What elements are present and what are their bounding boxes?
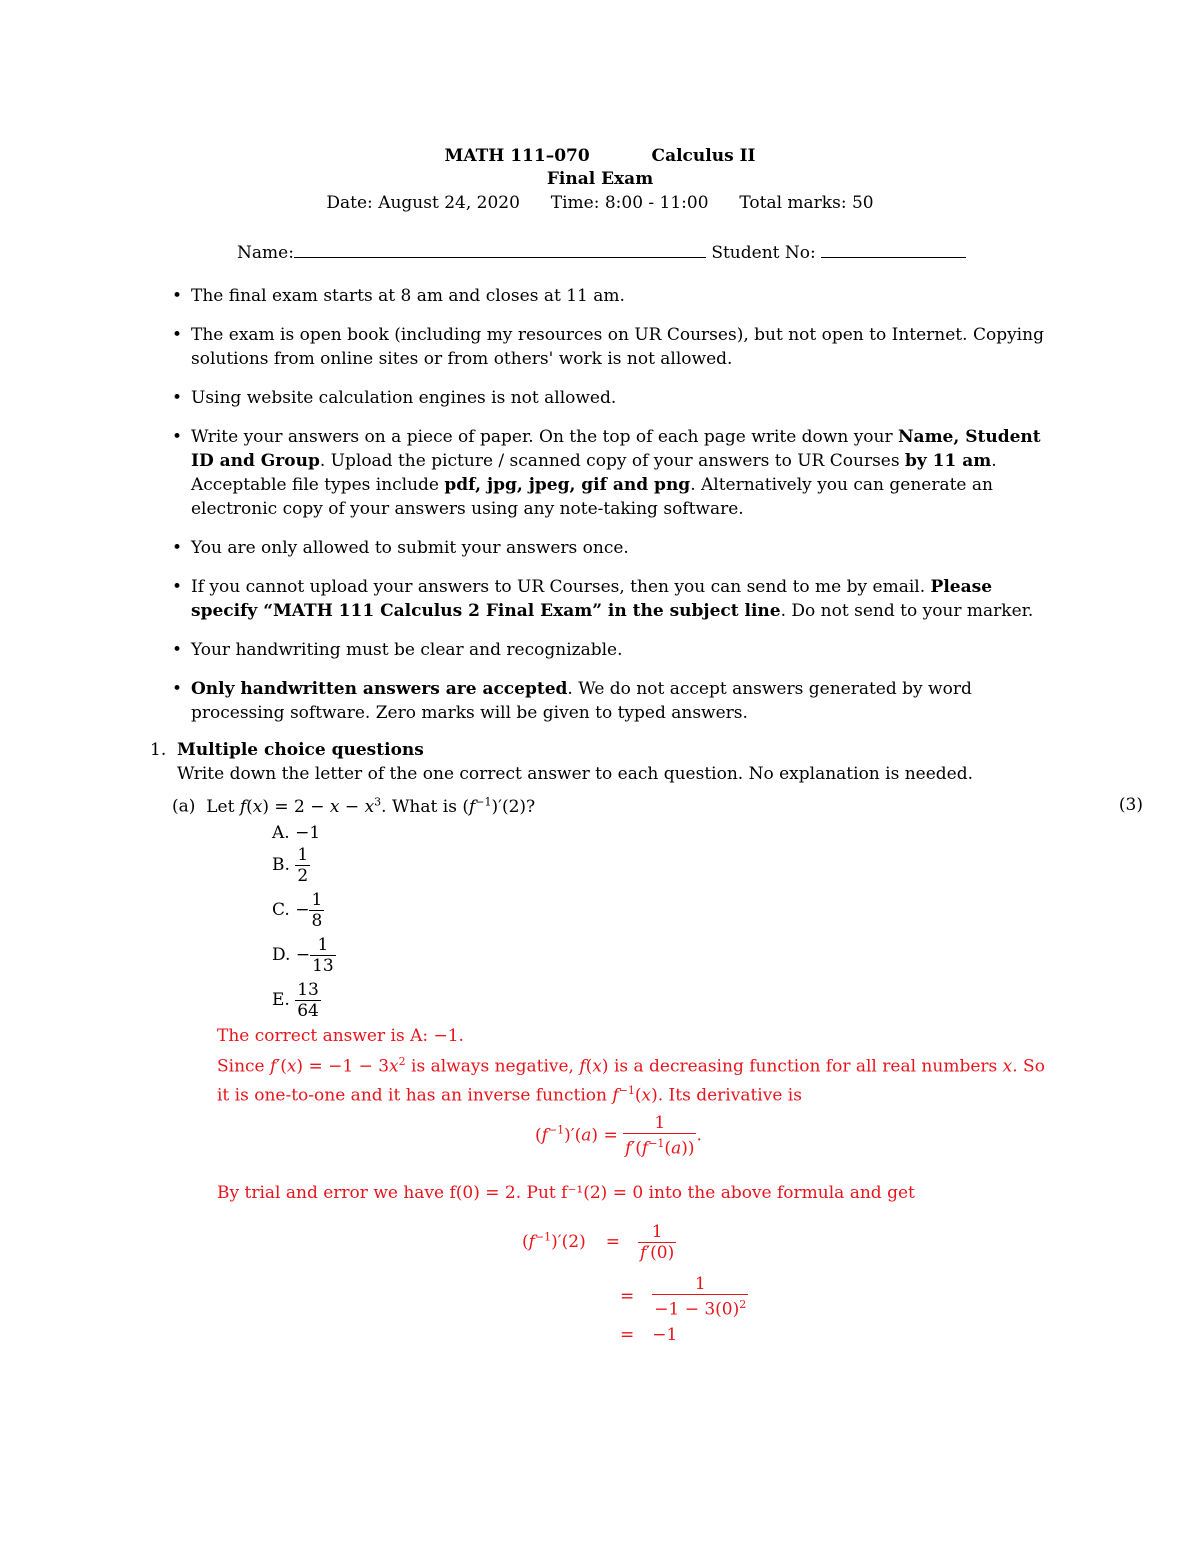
computation-line-3: = −1	[620, 1325, 678, 1345]
exam-info	[0, 193, 1200, 213]
part-label: (a)	[172, 796, 196, 817]
computation-line-2: = $\frac{1}{-1 - 3(0)^2}$	[620, 1274, 747, 1320]
question-1a	[172, 795, 1152, 817]
rule-item: • You are only allowed to submit your answers once.	[170, 536, 1060, 560]
rule-item: • If you cannot upload your answers to UR Courses, then you can send to me by email. Please specify “MATH 111 Calculus 2 Final Exam” in the subject line. Do not send to your marker.	[170, 575, 1060, 623]
date-label: Date:	[326, 193, 373, 213]
option-d: D. − $\frac{1}{13}$	[272, 935, 334, 976]
part-marks: (3)	[1118, 795, 1143, 815]
question-instructions: Write down the letter of the one correct answer to each question. No explanation is needed.	[177, 764, 974, 784]
exam-rules-list	[170, 284, 1060, 740]
option-a: A. −1	[272, 823, 321, 843]
marks-value: 50	[851, 193, 874, 213]
time-value: 8:00 - 11:00	[604, 193, 709, 213]
inverse-derivative-formula: $(f^{-1})'(a)$ = $\frac{1}{f'(f^{-1}(a))}$ .	[535, 1113, 702, 1159]
solution-explanation: Since $f'(x) = -1 - 3x^2$ is always negative, f(x) is a decreasing function for all real numbers x. So it is one-to-one and it has an inverse function $f^{-1}(x)$. Its derivative is	[217, 1055, 1045, 1106]
course-title: Calculus II	[651, 146, 756, 166]
solution-answer: The correct answer is A: −1.	[217, 1026, 464, 1046]
rule-item: • Write your answers on a piece of paper. On the top of each page write down your Name, Student ID and Group. Upload the picture / scanned copy of your answers to UR Courses by 11 am. Acceptable file types include pdf, jpg, jpeg, gif and png. Alternatively you can generate an electronic copy of your answers using any note-taking software.	[170, 425, 1060, 521]
question-number: 1.	[150, 740, 167, 760]
exam-title: Final Exam	[546, 169, 654, 189]
student-no-label: Student No:	[711, 243, 816, 263]
name-blank[interactable]	[294, 243, 706, 258]
rule-item: • The exam is open book (including my resources on UR Courses), but not open to Internet. Copying solutions from online sites or from others' work is not allowed.	[170, 323, 1060, 371]
rule-item: • Your handwriting must be clear and recognizable.	[170, 638, 1060, 662]
rule-item: • Only handwritten answers are accepted. We do not accept answers generated by word processing software. Zero marks will be given to typed answers.	[170, 677, 1060, 725]
course-code: MATH 111–070	[444, 146, 590, 166]
name-student-line	[237, 243, 966, 263]
rule-item: • Using website calculation engines is not allowed.	[170, 386, 1060, 410]
time-label: Time:	[550, 193, 600, 213]
option-b: B. $\frac{1}{2}$	[272, 845, 309, 886]
question-title: Multiple choice questions	[177, 740, 424, 760]
option-e: E. $\frac{13}{64}$	[272, 980, 319, 1021]
option-c: C. − $\frac{1}{8}$	[272, 890, 323, 931]
part-prompt: Let $f(x) = 2 - x - x^3$. What is $(f^{-1})'(2)$?	[200, 795, 536, 817]
date-value: August 24, 2020	[378, 193, 520, 213]
name-label: Name:	[237, 243, 294, 263]
course-header	[0, 146, 1200, 166]
marks-label: Total marks:	[739, 193, 847, 213]
student-no-blank[interactable]	[821, 243, 966, 258]
rule-item: • The final exam starts at 8 am and closes at 11 am.	[170, 284, 1060, 308]
solution-step: By trial and error we have f(0) = 2. Put f⁻¹(2) = 0 into the above formula and get	[217, 1183, 915, 1203]
computation-line-1: $(f^{-1})'(2)$ = $\frac{1}{f'(0)}$	[522, 1222, 675, 1263]
